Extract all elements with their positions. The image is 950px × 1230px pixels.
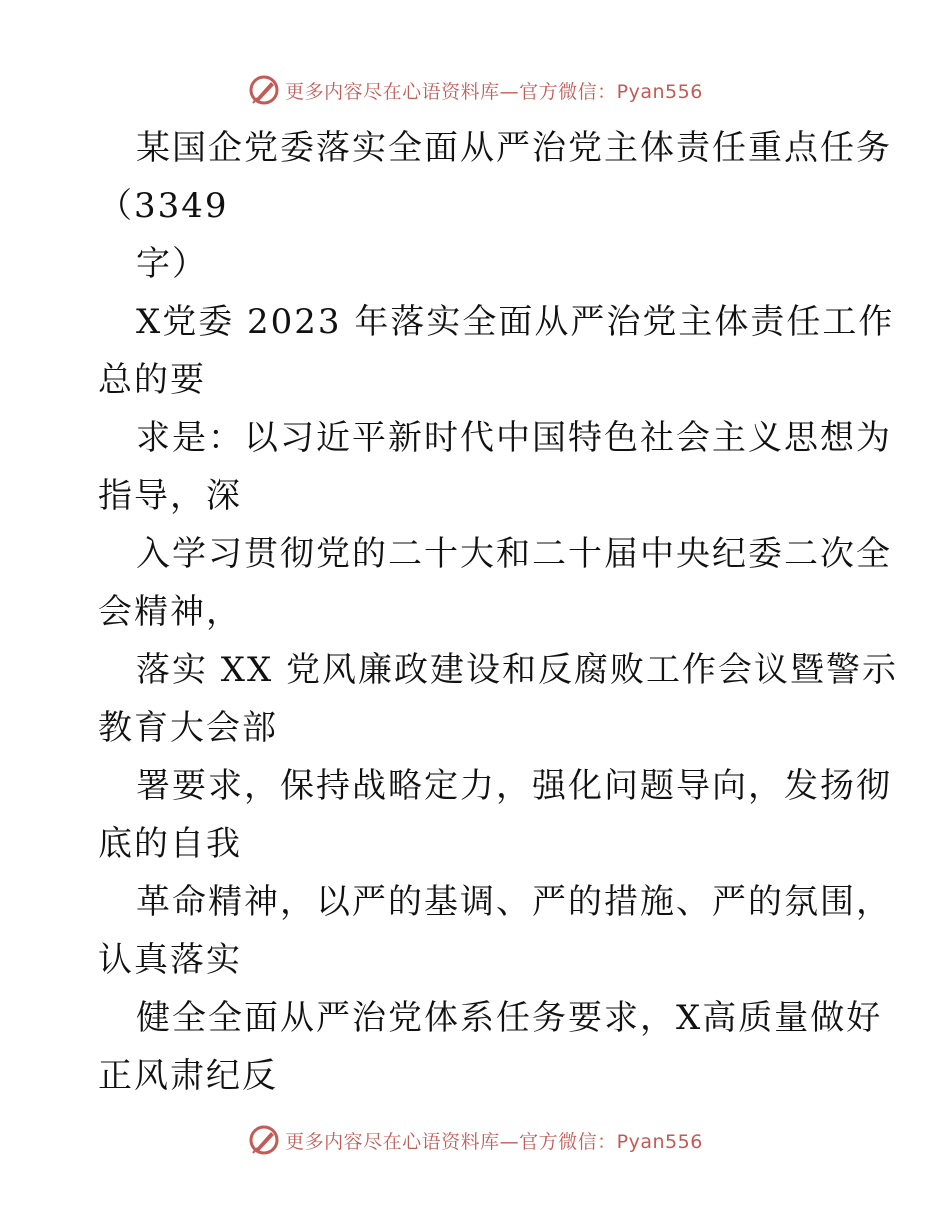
- body-line: 认真落实: [98, 940, 242, 980]
- body-line: 正风肃纪反: [98, 1056, 278, 1096]
- footer-watermark-banner: [0, 1120, 950, 1160]
- body-line: 健全全面从严治党体系任务要求，X高质量做好: [136, 998, 883, 1038]
- body-line: 指导，深: [98, 476, 242, 516]
- body-line: 入学习贯彻党的二十大和二十届中央纪委二次全: [136, 534, 892, 574]
- body-line: 底的自我: [98, 824, 242, 864]
- body-line: 教育大会部: [98, 708, 278, 748]
- body-line: 会精神，: [98, 592, 242, 632]
- body-line: （3349: [98, 186, 229, 226]
- body-line: 落实 XX 党风廉政建设和反腐败工作会议暨警示: [136, 650, 899, 690]
- body-line: 革命精神，以严的基调、严的措施、严的氛围，: [136, 882, 892, 922]
- body-line: 字）: [136, 244, 208, 284]
- body-line: 署要求，保持战略定力，强化问题导向，发扬彻: [136, 766, 892, 806]
- body-line: 求是：以习近平新时代中国特色社会主义思想为: [136, 418, 892, 458]
- quill-pen-logo-icon: [247, 1123, 281, 1157]
- body-line: X党委 2023 年落实全面从严治党主体责任工作: [136, 302, 895, 342]
- header-banner-text: 更多内容尽在心语资料库—官方微信：Pyan556: [285, 80, 703, 103]
- body-line: 某国企党委落实全面从严治党主体责任重点任务: [136, 128, 892, 168]
- body-line: 总的要: [98, 360, 206, 400]
- footer-banner-text: 更多内容尽在心语资料库—官方微信：Pyan556: [285, 1130, 703, 1153]
